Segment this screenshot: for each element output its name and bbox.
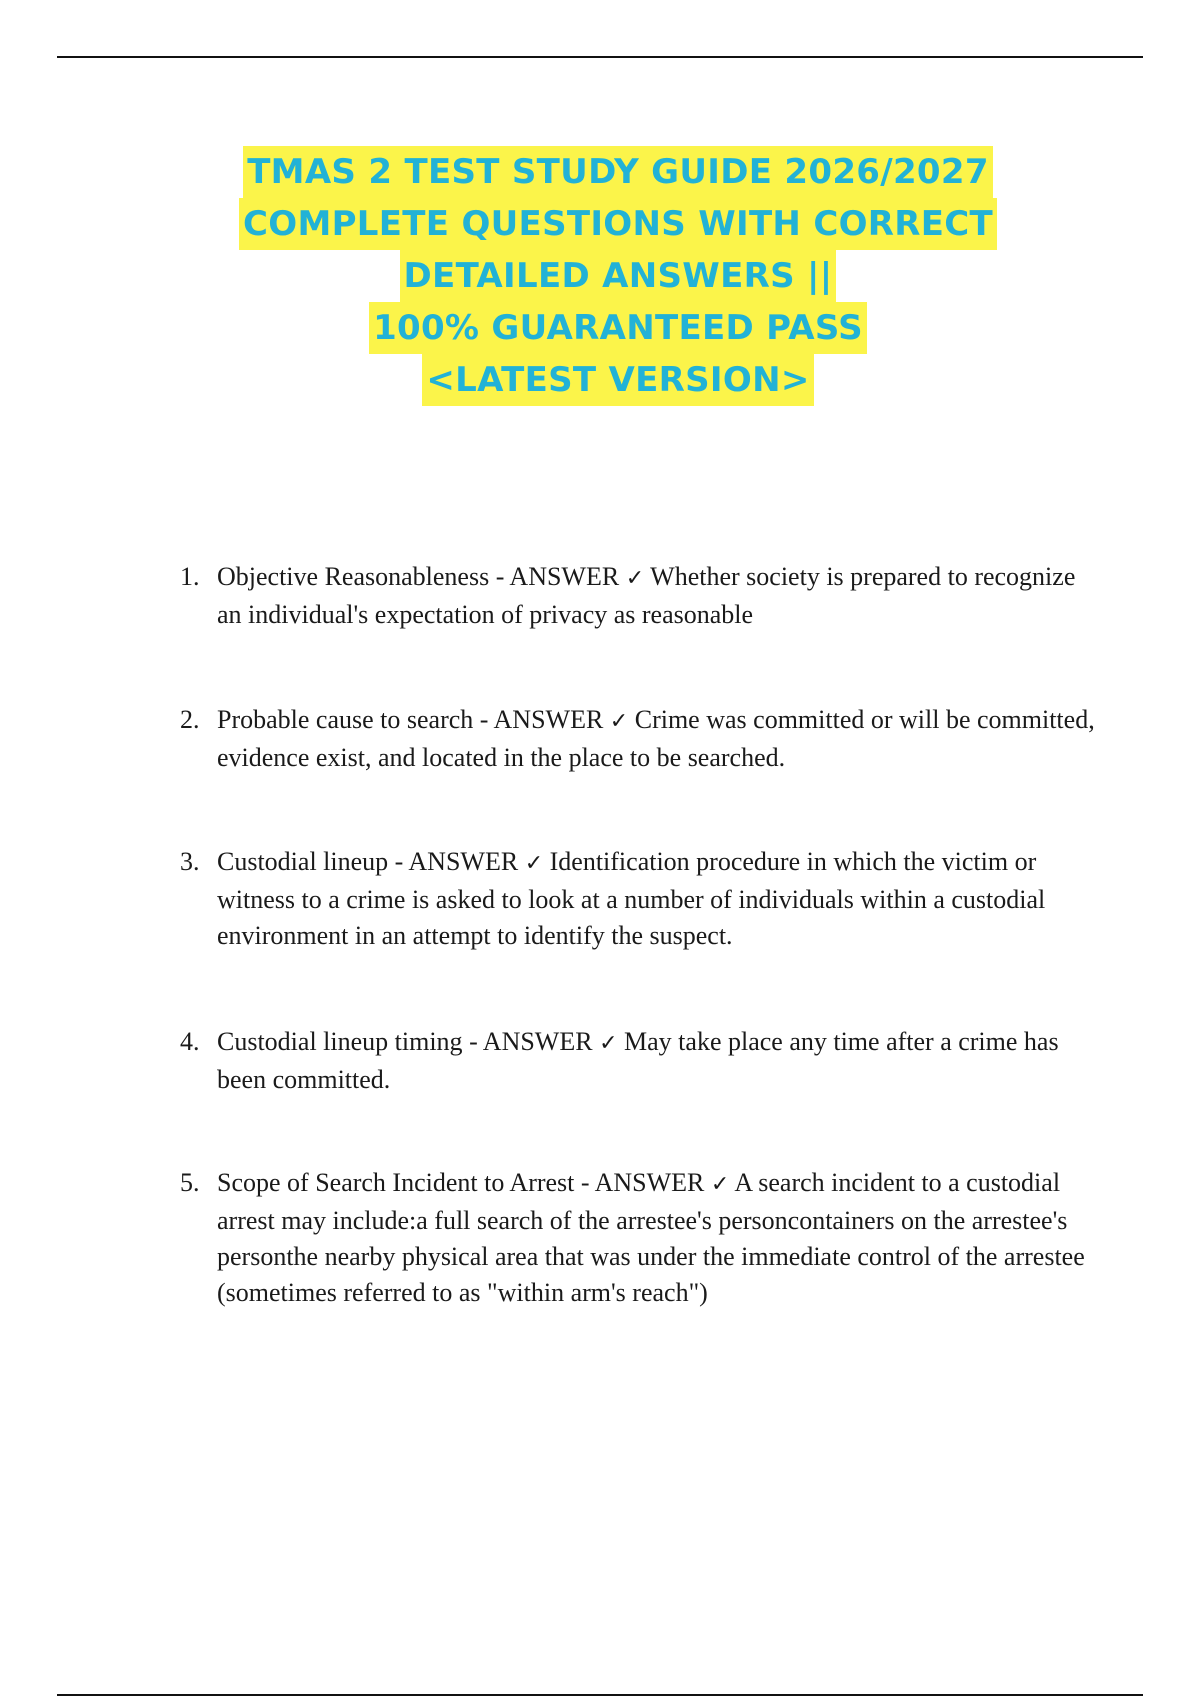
item-term: Custodial lineup	[217, 847, 389, 876]
answer-label: ANSWER	[509, 562, 620, 591]
qa-item	[180, 844, 1100, 954]
item-answer: Crime was committed or will be committed, evidence exist, and located in the place to be searched.	[217, 705, 1095, 772]
check-mark-icon: ✓	[599, 1031, 618, 1056]
item-answer: May take place any time after a crime has been committed.	[217, 1027, 1059, 1094]
item-body: Probable cause to search - ANSWER ✓ Crime was committed or will be committed, evidence exist, and located in the place to be searched.	[217, 705, 1095, 772]
item-term: Objective Reasonableness	[217, 562, 490, 591]
check-mark-icon: ✓	[609, 709, 629, 734]
title-line-1: TMAS 2 TEST STUDY GUIDE 2026/2027	[243, 146, 993, 198]
check-mark-icon: ✓	[710, 1172, 730, 1197]
item-body: Custodial lineup timing - ANSWER ✓ May take place any time after a crime has been committed.	[217, 1027, 1059, 1094]
item-answer: A search incident to a custodial arrest may include:a full search of the arrestee's personcontainers on the arrestee's personthe nearby physical area that was under the immediate control of the arrestee (sometimes referred to as "within arm's reach")	[217, 1168, 1085, 1307]
title-line-2: COMPLETE QUESTIONS WITH CORRECT	[239, 198, 997, 250]
qa-item	[180, 702, 1100, 776]
answer-label: ANSWER	[493, 705, 604, 734]
item-term: Custodial lineup timing	[217, 1027, 463, 1056]
item-term: Scope of Search Incident to Arrest	[217, 1168, 575, 1197]
item-body: Custodial lineup - ANSWER ✓ Identification procedure in which the victim or witness to a crime is asked to look at a number of individuals within a custodial environment in an attempt to identify the suspect.	[217, 847, 1046, 950]
qa-item	[180, 1165, 1100, 1311]
check-mark-icon: ✓	[625, 566, 645, 591]
item-answer: Identification procedure in which the victim or witness to a crime is asked to look at a number of individuals within a custodial environment in an attempt to identify the suspect.	[217, 847, 1046, 950]
title-line-3: DETAILED ANSWERS ||	[400, 250, 837, 302]
title-line-5: <LATEST VERSION>	[422, 354, 813, 406]
item-term: Probable cause to search	[217, 705, 474, 734]
answer-label: ANSWER	[408, 847, 519, 876]
item-answer: Whether society is prepared to recognize an individual's expectation of privacy as reasonable	[217, 562, 1076, 629]
item-number: 3.	[180, 847, 200, 876]
title-line-4: 100% GUARANTEED PASS	[369, 302, 867, 354]
qa-item	[180, 559, 1100, 633]
item-number: 1.	[180, 562, 200, 591]
item-body: Objective Reasonableness - ANSWER ✓ Whether society is prepared to recognize an individual's expectation of privacy as reasonable	[217, 562, 1076, 629]
item-number: 5.	[180, 1168, 200, 1197]
item-number: 4.	[180, 1027, 200, 1056]
check-mark-icon: ✓	[524, 851, 544, 876]
item-body: Scope of Search Incident to Arrest - ANSWER ✓ A search incident to a custodial arrest may include:a full search of the arrestee's personcontainers on the arrestee's personthe nearby physical area that was under the immediate control of the arrestee (sometimes referred to as "within arm's reach")	[217, 1168, 1085, 1307]
footer-rule	[57, 1694, 1143, 1696]
item-number: 2.	[180, 705, 200, 734]
qa-item	[180, 1024, 1100, 1098]
answer-label: ANSWER	[594, 1168, 705, 1197]
answer-label: ANSWER	[482, 1027, 593, 1056]
